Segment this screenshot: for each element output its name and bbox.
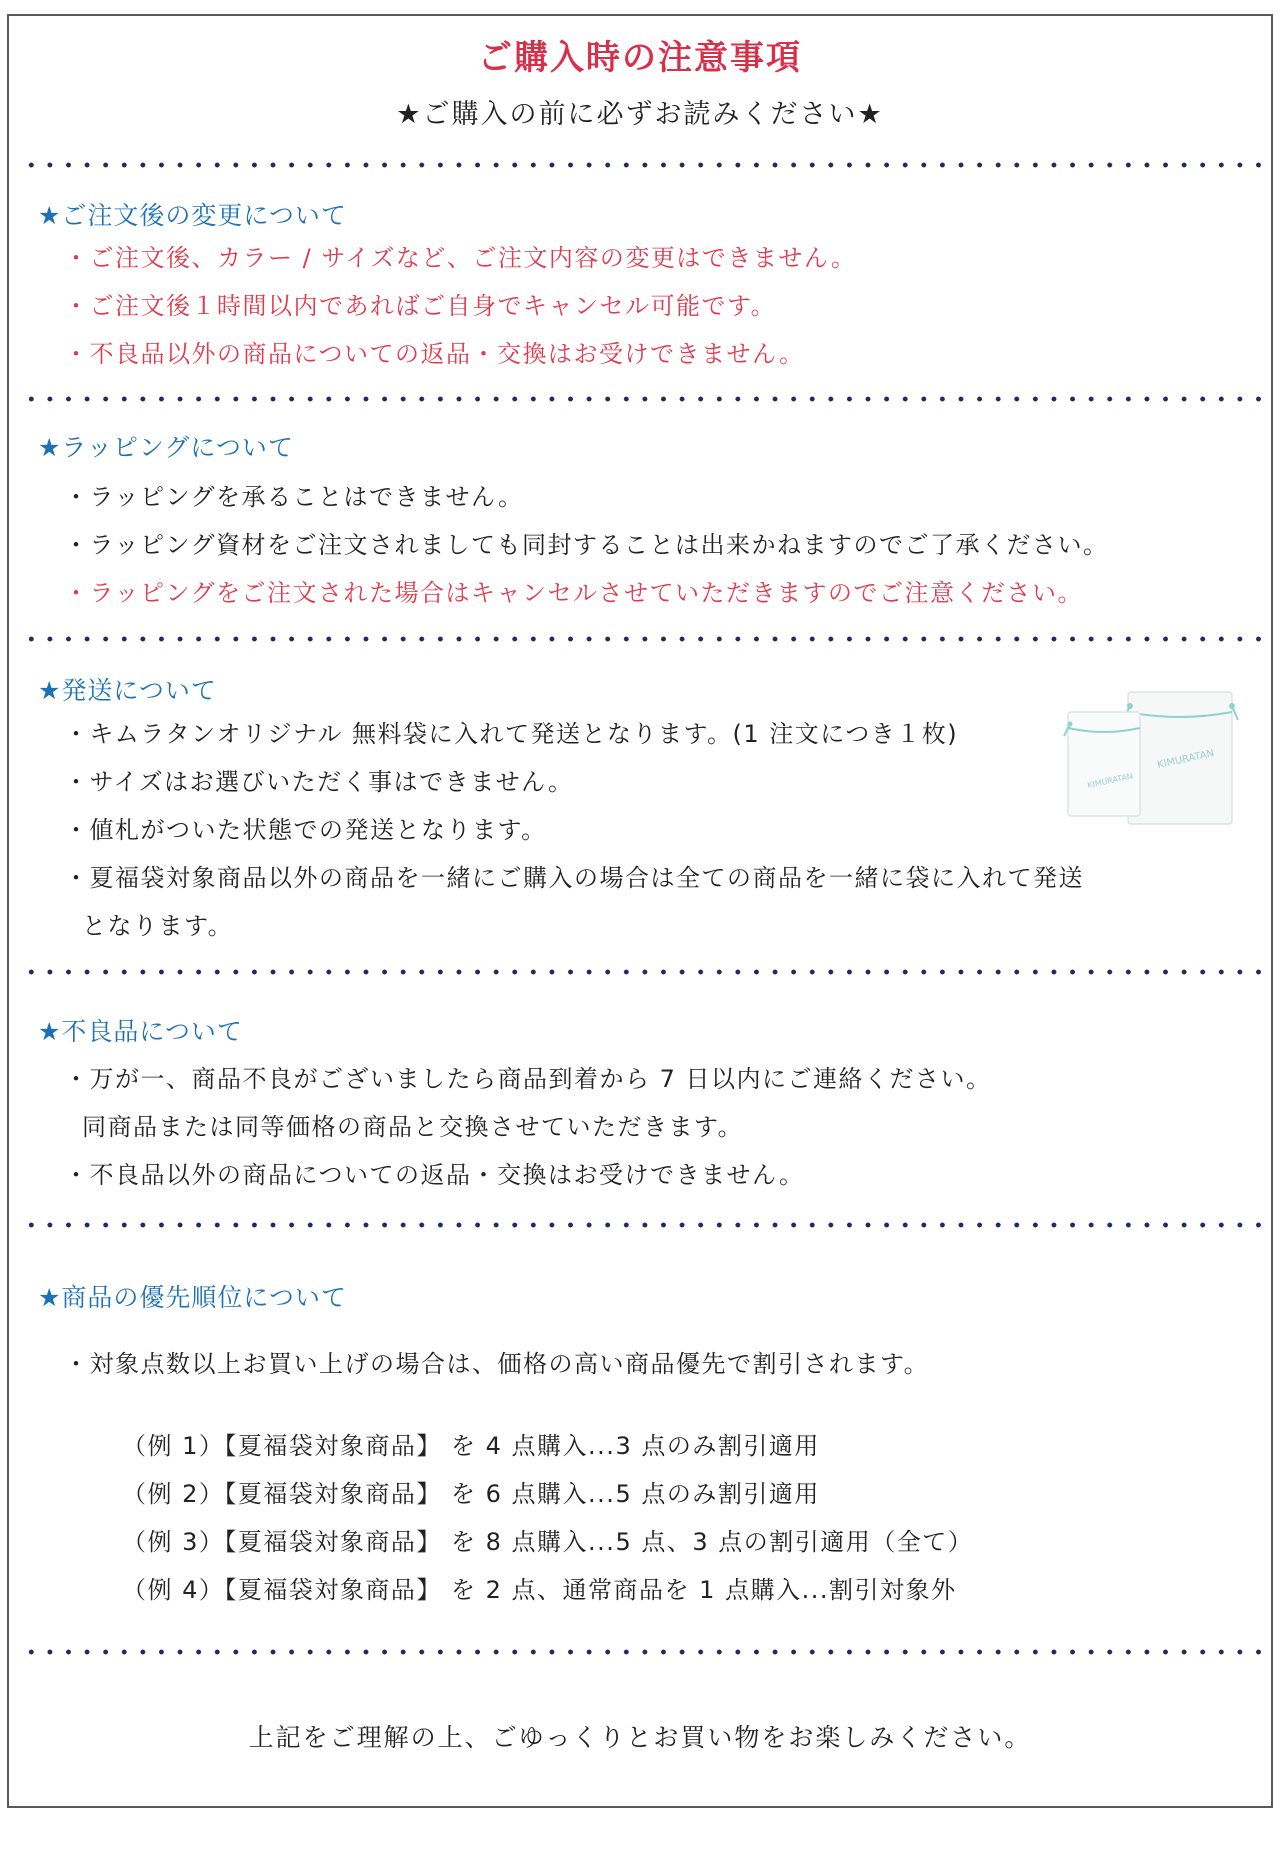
dotted-divider <box>22 1222 1262 1228</box>
section-item: ・対象点数以上お買い上げの場合は、価格の高い商品優先で割引されます。 <box>64 1350 930 1378</box>
section-item: ・値札がついた状態での発送となります。 <box>64 816 547 844</box>
closing-message: 上記をご理解の上、ごゆっくりとお買い物をお楽しみください。 <box>248 1723 1032 1752</box>
example-line: （例 3）【夏福袋対象商品】 を 8 点購入...5 点、3 点の割引適用（全て） <box>122 1528 974 1556</box>
gift-bag-image <box>1060 688 1240 836</box>
section-heading-wrapping: ★ラッピングについて <box>38 433 294 462</box>
dotted-divider <box>22 969 1262 975</box>
example-line: （例 2）【夏福袋対象商品】 を 6 点購入...5 点のみ割引適用 <box>122 1480 820 1508</box>
section-item: 同商品または同等価格の商品と交換させていただきます。 <box>82 1113 744 1141</box>
bag-logo-text: KIMURATAN <box>1156 748 1216 771</box>
page-title: ご購入時の注意事項 <box>478 38 802 78</box>
section-heading-shipping: ★発送について <box>38 676 217 705</box>
example-line: （例 1）【夏福袋対象商品】 を 4 点購入...3 点のみ割引適用 <box>122 1432 820 1460</box>
section-item: となります。 <box>82 912 234 940</box>
section-item: ・不良品以外の商品についての返品・交換はお受けできません。 <box>64 1161 805 1189</box>
section-item: ・キムラタンオリジナル 無料袋に入れて発送となります。(1 注文につき１枚) <box>64 720 959 748</box>
section-item: ・ご注文後、カラー / サイズなど、ご注文内容の変更はできません。 <box>64 244 857 272</box>
dotted-divider <box>22 396 1262 402</box>
section-item: ・万が一、商品不良がございましたら商品到着から 7 日以内にご連絡ください。 <box>64 1065 992 1093</box>
page-subtitle: ★ご購入の前に必ずお読みください★ <box>396 99 884 130</box>
section-heading-priority: ★商品の優先順位について <box>38 1283 347 1312</box>
section-heading-order-change: ★ご注文後の変更について <box>38 201 347 230</box>
section-heading-defective: ★不良品について <box>38 1017 243 1046</box>
section-item: ・不良品以外の商品についての返品・交換はお受けできません。 <box>64 340 805 368</box>
example-line: （例 4）【夏福袋対象商品】 を 2 点、通常商品を 1 点購入...割引対象外 <box>122 1576 957 1604</box>
section-item: ・サイズはお選びいただく事はできません。 <box>64 768 574 796</box>
dotted-divider <box>22 162 1262 168</box>
section-item: ・ラッピングを承ることはできません。 <box>64 483 524 511</box>
section-item: ・ラッピングをご注文された場合はキャンセルさせていただきますのでご注意ください。 <box>64 579 1084 607</box>
svg-text:KIMURATAN: KIMURATAN <box>1086 771 1134 790</box>
section-item: ・ラッピング資材をご注文されましても同封することは出来かねますのでご了承ください。 <box>64 531 1109 559</box>
section-item: ・夏福袋対象商品以外の商品を一緒にご購入の場合は全ての商品を一緒に袋に入れて発送 <box>64 864 1084 892</box>
section-item: ・ご注文後１時間以内であればご自身でキャンセル可能です。 <box>64 292 777 320</box>
dotted-divider <box>22 1649 1262 1655</box>
dotted-divider <box>22 636 1262 642</box>
